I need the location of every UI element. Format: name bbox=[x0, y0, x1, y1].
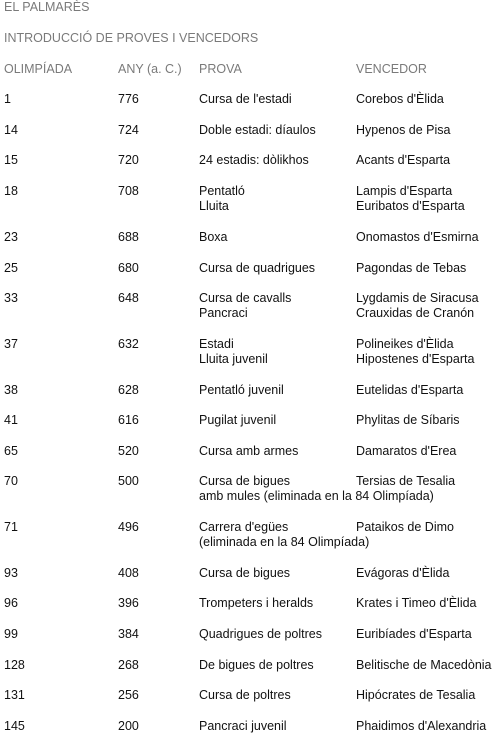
year-cell: 720 bbox=[118, 153, 139, 167]
year-cell: 616 bbox=[118, 413, 139, 427]
event-cell: Pentatló bbox=[199, 184, 245, 198]
event-cell: Cursa amb armes bbox=[199, 444, 299, 458]
year-cell: 256 bbox=[118, 688, 139, 702]
table-row bbox=[0, 153, 500, 168]
table-row bbox=[0, 230, 500, 245]
event-cell: Cursa de quadrigues bbox=[199, 261, 316, 275]
table-row bbox=[0, 291, 500, 320]
winner-cell: Belitische de Macedònia bbox=[356, 658, 492, 672]
table-row bbox=[0, 474, 500, 503]
event-note: amb mules (eliminada en la 84 Olimpíada) bbox=[199, 489, 434, 503]
event-cell: Pugilat juvenil bbox=[199, 413, 277, 427]
winner-cell: Hipostenes d'Esparta bbox=[356, 352, 475, 366]
table-row bbox=[0, 92, 500, 107]
winner-cell: Phylitas de Síbaris bbox=[356, 413, 460, 427]
winner-cell: Polineikes d'Èlida bbox=[356, 337, 454, 351]
year-cell: 500 bbox=[118, 474, 139, 488]
olympiad-cell: 33 bbox=[4, 291, 18, 305]
event-cell: Carrera d'egües bbox=[199, 520, 289, 534]
year-cell: 628 bbox=[118, 383, 139, 397]
event-cell: Lluita bbox=[199, 199, 229, 213]
event-cell: Boxa bbox=[199, 230, 228, 244]
year-cell: 384 bbox=[118, 627, 139, 641]
table-row bbox=[0, 184, 500, 213]
winner-cell: Euribatos d'Esparta bbox=[356, 199, 465, 213]
event-cell: Quadrigues de poltres bbox=[199, 627, 322, 641]
winner-cell: Acants d'Esparta bbox=[356, 153, 451, 167]
olympiad-cell: 37 bbox=[4, 337, 18, 351]
table-row bbox=[0, 444, 500, 459]
table-row bbox=[0, 413, 500, 428]
olympiad-cell: 41 bbox=[4, 413, 18, 427]
year-cell: 268 bbox=[118, 658, 139, 672]
table-row bbox=[0, 627, 500, 642]
year-cell: 520 bbox=[118, 444, 139, 458]
header-winner: VENCEDOR bbox=[356, 62, 427, 76]
event-cell: 24 estadis: dòlikhos bbox=[199, 153, 309, 167]
year-cell: 680 bbox=[118, 261, 139, 275]
winner-cell: Phaidimos d'Alexandria bbox=[356, 719, 487, 733]
table-row bbox=[0, 688, 500, 703]
year-cell: 496 bbox=[118, 520, 139, 534]
event-cell: Pancraci bbox=[199, 306, 248, 320]
event-cell: Doble estadi: díaulos bbox=[199, 123, 316, 137]
winner-cell: Damaratos d'Erea bbox=[356, 444, 457, 458]
winner-cell: Eutelidas d'Esparta bbox=[356, 383, 464, 397]
olympiad-cell: 93 bbox=[4, 566, 18, 580]
olympiad-cell: 70 bbox=[4, 474, 18, 488]
event-cell: Estadi bbox=[199, 337, 234, 351]
year-cell: 708 bbox=[118, 184, 139, 198]
winner-cell: Tersias de Tesalia bbox=[356, 474, 456, 488]
table-row bbox=[0, 520, 500, 549]
table-row bbox=[0, 596, 500, 611]
winner-cell: Pataikos de Dimo bbox=[356, 520, 454, 534]
event-cell: Cursa de l'estadi bbox=[199, 92, 292, 106]
page-subtitle: INTRODUCCIÓ DE PROVES I VENCEDORS bbox=[4, 31, 259, 45]
winner-cell: Krates i Timeo d'Èlida bbox=[356, 596, 477, 610]
winner-cell: Lampis d'Esparta bbox=[356, 184, 453, 198]
year-cell: 688 bbox=[118, 230, 139, 244]
winner-cell: Evágoras d'Èlida bbox=[356, 566, 450, 580]
winner-cell: Hypenos de Pisa bbox=[356, 123, 451, 137]
table-row bbox=[0, 566, 500, 581]
olympiad-cell: 128 bbox=[4, 658, 25, 672]
event-cell: Cursa de bigues bbox=[199, 566, 291, 580]
year-cell: 724 bbox=[118, 123, 139, 137]
olympiad-cell: 15 bbox=[4, 153, 18, 167]
year-cell: 776 bbox=[118, 92, 139, 106]
event-cell: Cursa de poltres bbox=[199, 688, 291, 702]
winner-cell: Lygdamis de Siracusa bbox=[356, 291, 479, 305]
olympiad-cell: 25 bbox=[4, 261, 18, 275]
winner-cell: Onomastos d'Esmirna bbox=[356, 230, 479, 244]
olympiad-cell: 96 bbox=[4, 596, 18, 610]
table-row bbox=[0, 337, 500, 366]
winner-cell: Corebos d'Èlida bbox=[356, 92, 444, 106]
year-cell: 648 bbox=[118, 291, 139, 305]
page-title: EL PALMARÈS bbox=[4, 0, 90, 14]
table-row bbox=[0, 719, 500, 734]
olympiad-cell: 1 bbox=[4, 92, 11, 106]
event-cell: Pancraci juvenil bbox=[199, 719, 287, 733]
winner-cell: Hipócrates de Tesalia bbox=[356, 688, 476, 702]
olympiad-cell: 18 bbox=[4, 184, 18, 198]
table-row bbox=[0, 658, 500, 673]
event-cell: Pentatló juvenil bbox=[199, 383, 284, 397]
olympiad-cell: 38 bbox=[4, 383, 18, 397]
table-row bbox=[0, 383, 500, 398]
header-event: PROVA bbox=[199, 62, 242, 76]
event-cell: De bigues de poltres bbox=[199, 658, 314, 672]
event-cell: Trompeters i heralds bbox=[199, 596, 314, 610]
olympiad-cell: 145 bbox=[4, 719, 25, 733]
olympiad-cell: 131 bbox=[4, 688, 25, 702]
year-cell: 200 bbox=[118, 719, 139, 733]
header-year: ANY (a. C.) bbox=[118, 62, 182, 76]
olympiad-cell: 23 bbox=[4, 230, 18, 244]
winner-cell: Euribíades d'Esparta bbox=[356, 627, 472, 641]
year-cell: 396 bbox=[118, 596, 139, 610]
year-cell: 408 bbox=[118, 566, 139, 580]
table-row bbox=[0, 123, 500, 138]
olympiad-cell: 65 bbox=[4, 444, 18, 458]
event-cell: Lluita juvenil bbox=[199, 352, 268, 366]
year-cell: 632 bbox=[118, 337, 139, 351]
winner-cell: Crauxidas de Cranón bbox=[356, 306, 475, 320]
olympiad-cell: 71 bbox=[4, 520, 18, 534]
event-cell: Cursa de bigues bbox=[199, 474, 291, 488]
event-note: (eliminada en la 84 Olimpíada) bbox=[199, 535, 370, 549]
winner-cell: Pagondas de Tebas bbox=[356, 261, 467, 275]
olympiad-cell: 14 bbox=[4, 123, 18, 137]
table-header bbox=[0, 62, 500, 78]
olympiad-cell: 99 bbox=[4, 627, 18, 641]
event-cell: Cursa de cavalls bbox=[199, 291, 292, 305]
table-row bbox=[0, 261, 500, 276]
header-olympiad: OLIMPÍADA bbox=[4, 62, 73, 76]
